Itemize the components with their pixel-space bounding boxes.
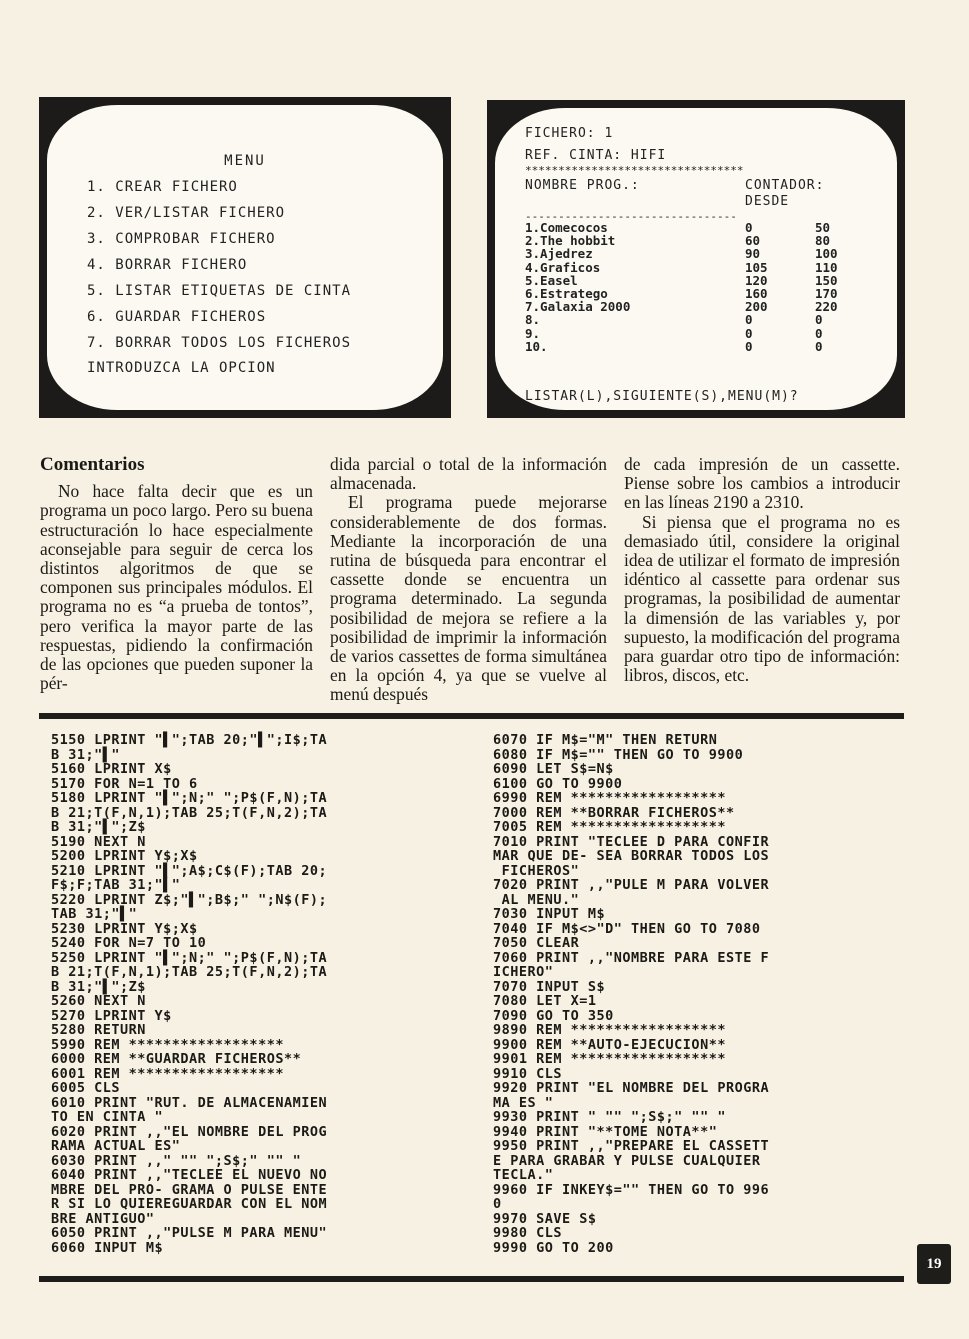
separator-stars: ********************************* <box>525 164 744 177</box>
menu-option: 6. GUARDAR FICHEROS <box>87 309 267 325</box>
paragraph: de cada impresión de un cassette. Piense sobre los cambios a introducir en las líneas 2190 a 2310. <box>624 454 900 513</box>
table-row: 5.Easel 120 150 <box>525 272 838 288</box>
separator-dashes: -------------------------------- <box>525 210 737 223</box>
paragraph: No hace falta decir que es un programa un poco largo. Pero su buena estructuración lo hace especialmente aconsejable para seguir de cerca los distintos algoritmos de que se componen sus principales módulos. El programa no es “a prueba de tontos”, pero verifica la mayor parte de las respuestas, pidiendo la confirmación de las opciones que pueden suponer la pér- <box>40 481 313 694</box>
menu-option: 3. COMPROBAR FICHERO <box>87 231 276 247</box>
page-number: 19 <box>917 1244 951 1284</box>
article-column-3 <box>624 455 900 685</box>
table-row: 2.The hobbit 60 80 <box>525 233 831 249</box>
table-row: 7.Galaxia 2000 200 220 <box>525 299 838 315</box>
paragraph: El programa puede mejorarse considerablemente de dos formas. Mediante la incorporación de una rutina de búsqueda para encontrar el cassette donde se encuentra un programa determinado. La segunda posibilidad de mejora se refiere a la posibilidad de imprimir la información de varios cassettes de forma simultánea en la opción 4, ya que se vuelve al menú después <box>330 492 607 705</box>
table-row: 4.Graficos 105 110 <box>525 259 838 275</box>
list-prompt: LISTAR(L),SIGUIENTE(S),MENU(M)? <box>525 389 799 404</box>
menu-option: 4. BORRAR FICHERO <box>87 257 248 273</box>
menu-option: 1. CREAR FICHERO <box>87 179 238 195</box>
program-table <box>525 220 865 352</box>
fichero-number: FICHERO: 1 <box>525 126 614 141</box>
menu-screen-display <box>47 105 443 410</box>
menu-title: MENU <box>224 153 266 169</box>
counter-from-header: DESDE <box>745 194 790 209</box>
fichero-screen-display <box>495 108 897 410</box>
article-column-2 <box>330 455 607 705</box>
menu-option: 5. LISTAR ETIQUETAS DE CINTA <box>87 283 352 299</box>
table-row: 6.Estratego 160 170 <box>525 285 838 301</box>
fichero-screen <box>487 100 905 418</box>
menu-options-list <box>87 179 351 361</box>
menu-option: 2. VER/LISTAR FICHERO <box>87 205 286 221</box>
paragraph: dida parcial o total de la información almacenada. <box>330 454 607 494</box>
table-row: 3.Ajedrez 90 100 <box>525 246 838 262</box>
section-heading: Comentarios <box>40 454 145 475</box>
article-column-1 <box>40 455 313 693</box>
menu-option: 7. BORRAR TODOS LOS FICHEROS <box>87 335 352 351</box>
paragraph: Si piensa que el programa no es demasiado útil, considere la original idea de utilizar el formato de impresión idéntico al cassette para ordenar sus programas, la posibilidad de aumentar la dimensión de las variables y, por supuesto, la modificación del programa para guardar otro tipo de información: libros, discos, etc. <box>624 511 900 686</box>
tape-reference: REF. CINTA: HIFI <box>525 148 667 163</box>
top-rule <box>39 713 904 719</box>
code-listing-left: 5150 LPRINT "▌";TAB 20;"▌";I$;TA B 31;"▌" 5160 LPRINT X$ 5170 FOR N=1 TO 6 5180 LPRINT "▌";N;" ";P$(F,N);TA B 21;T(F,N,1);TAB 25;T(F,N,2);TA B 31;"▌";Z$ 5190 NEXT N 5200 LPRINT Y$;X$ 5210 LPRINT "▌";A$;C$(F);TAB 20; F$;F;TAB 31;"▌" 5220 LPRINT Z$;"▌";B$;" ";N$(F); TAB 31;"▌" 5230 LPRINT Y$;X$ 5240 FOR N=7 TO 10 5250 LPRINT "▌";N;" ";P$(F,N);TA B 21;T(F,N,1);TAB 25;T(F,N,2);TA B 31;"▌";Z$ 5260 NEXT N 5270 LPRINT Y$ 5280 RETURN 5990 REM ****************** 6000 REM **GUARDAR FICHEROS** 6001 REM ****************** 6005 CLS 6010 PRINT "RUT. DE ALMACENAMIEN TO EN CINTA " 6020 PRINT ,,"EL NOMBRE DEL PROG RAMA ACTUAL ES" 6030 PRINT ,," "" ";S$;" "" " 6040 PRINT ,,"TECLEE EL NUEVO NO MBRE DEL PRO- GRAMA O PULSE ENTE R SI LO QUIEREGUARDAR CON EL NOM BRE ANTIGUO" 6050 PRINT ,,"PULSE M PARA MENU" 6060 INPUT M$ <box>51 732 328 1256</box>
table-row: 9. 0 0 <box>525 325 823 341</box>
program-name-header: NOMBRE PROG.: <box>525 178 640 193</box>
table-row: 8. 0 0 <box>525 312 823 328</box>
menu-screen <box>39 97 451 418</box>
fichero-header <box>525 126 885 224</box>
table-row: 10. 0 0 <box>525 338 823 354</box>
counter-header: CONTADOR: <box>745 178 825 193</box>
code-listing-right: 6070 IF M$="M" THEN RETURN 6080 IF M$="" THEN GO TO 9900 6090 LET S$=N$ 6100 GO TO 9900 6990 REM ****************** 7000 REM **BORRAR FICHEROS** 7005 REM ****************** 7010 PRINT "TECLEE D PARA CONFIR MAR QUE DE- SEA BORRAR TODOS LOS FICHEROS" 7020 PRINT ,,"PULE M PARA VOLVER AL MENU." 7030 INPUT M$ 7040 IF M$<>"D" THEN GO TO 7080 7050 CLEAR 7060 PRINT ,,"NOMBRE PARA ESTE F ICHERO" 7070 INPUT S$ 7080 LET X=1 7090 GO TO 350 9890 REM ****************** 9900 REM **AUTO-EJECUCION** 9901 REM ****************** 9910 CLS 9920 PRINT "EL NOMBRE DEL PROGRA MA ES " 9930 PRINT " "" ";S$;" "" " 9940 PRINT "**TOME NOTA**" 9950 PRINT ,,"PREPARE EL CASSETT E PARA GRABAR Y PULSE CUALQUIER TECLA." 9960 IF INKEY$="" THEN GO TO 996 0 9970 SAVE S$ 9980 CLS 9990 GO TO 200 <box>493 732 770 1256</box>
bottom-rule <box>39 1276 904 1282</box>
table-row: 1.Comecocos 0 50 <box>525 220 831 235</box>
menu-prompt: INTRODUZCA LA OPCION <box>87 360 276 376</box>
